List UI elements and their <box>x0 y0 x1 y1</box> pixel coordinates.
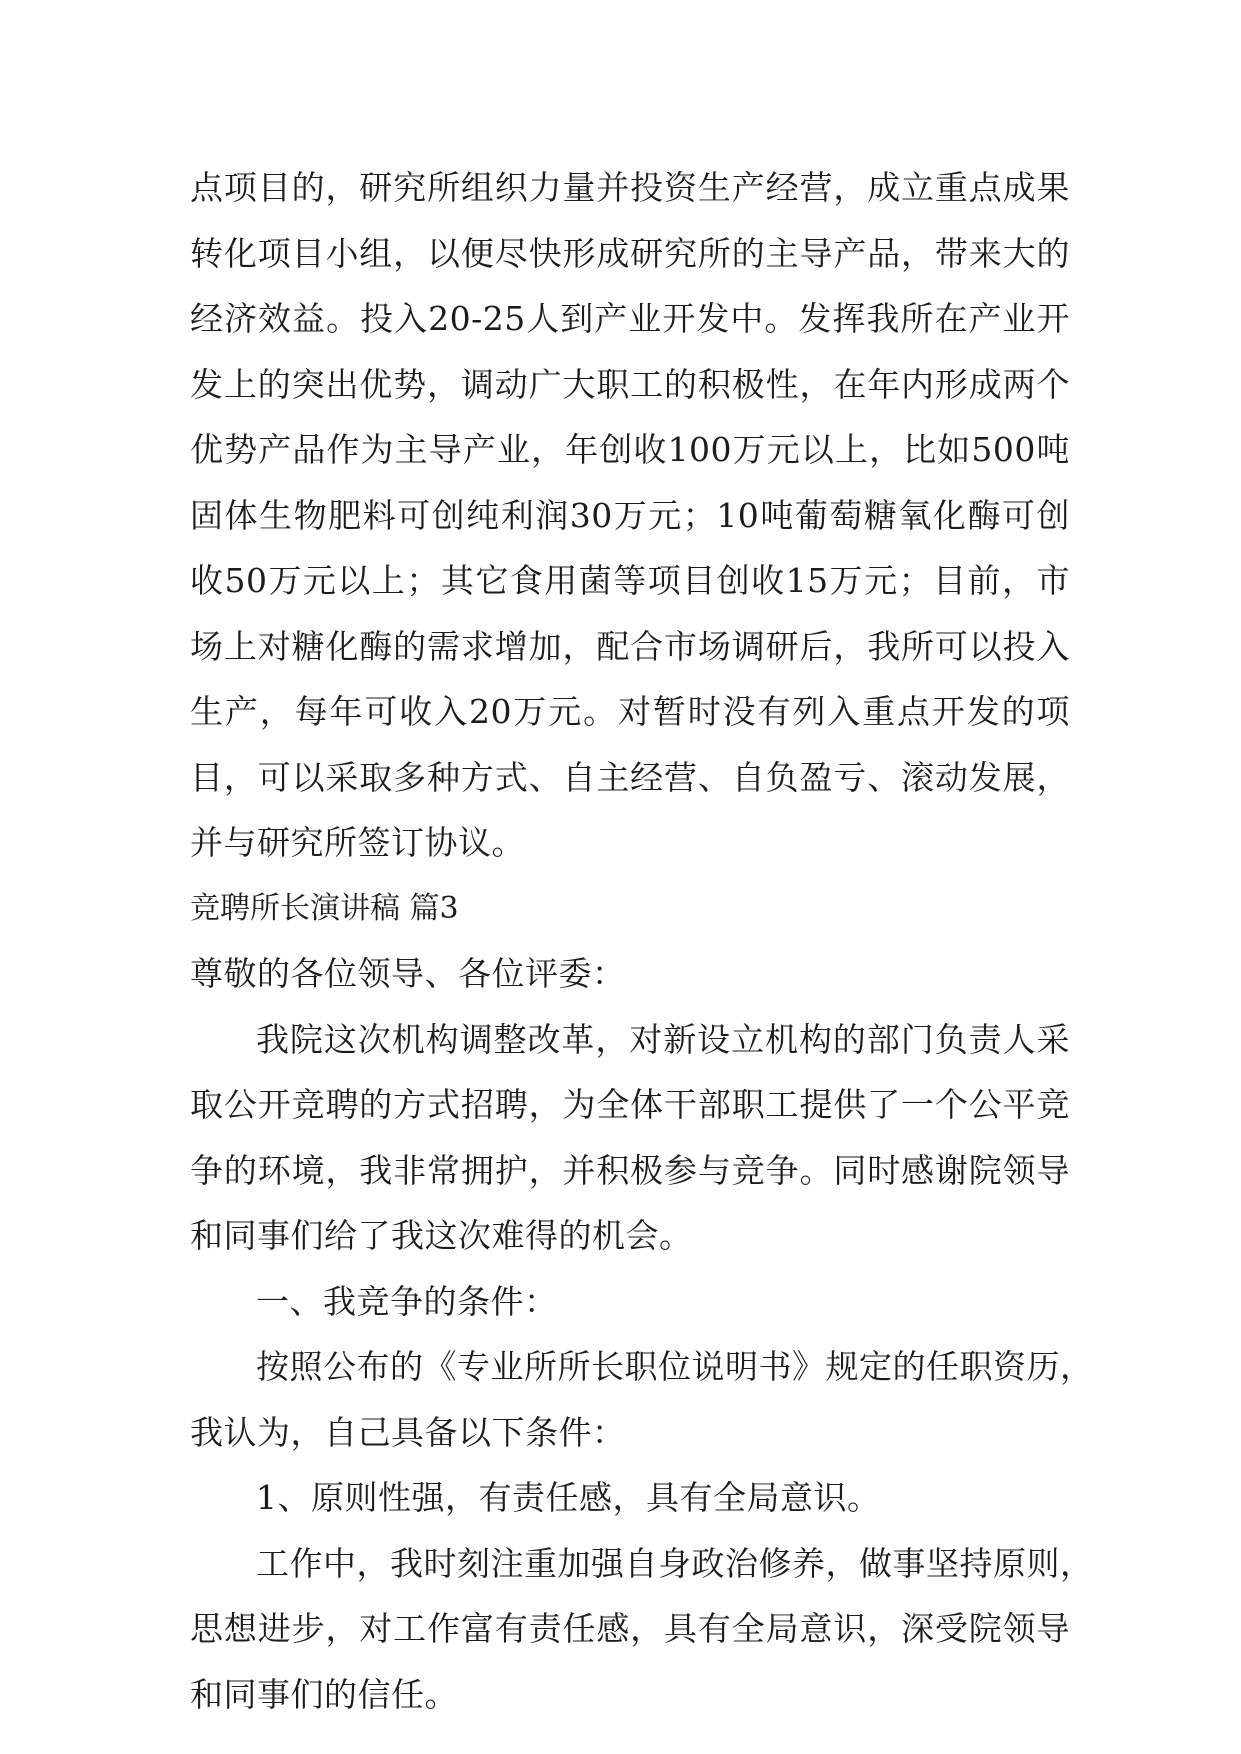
text-line: 场上对糖化酶的需求增加，配合市场调研后，我所可以投入 <box>190 626 1070 666</box>
text-line: 取公开竞聘的方式招聘，为全体干部职工提供了一个公平竞 <box>190 1085 1070 1124</box>
text-line: 发上的突出优势，调动广大职工的积极性，在年内形成两个 <box>190 364 1070 404</box>
text-line: 优势产品作为主导产业，年创收100万元以上，比如500吨 <box>190 430 1070 469</box>
text-line: 思想进步，对工作富有责任感，具有全局意识，深受院领导 <box>190 1609 1070 1648</box>
text-line: 尊敬的各位领导、各位评委： <box>190 954 626 993</box>
text-line: 经济效益。投入20-25人到产业开发中。发挥我所在产业开 <box>190 299 1070 338</box>
text-line: 按照公布的《专业所所长职位说明书》规定的任职资历， <box>256 1347 1094 1386</box>
paragraph <box>190 941 1070 1007</box>
text-line: 我院这次机构调整改革，对新设立机构的部门负责人采 <box>256 1019 1070 1059</box>
text-line: 固体生物肥料可创纯利润30万元；10吨葡萄糖氧化酶可创 <box>190 495 1070 535</box>
text-line: 目，可以采取多种方式、自主经营、自负盈亏、滚动发展， <box>190 757 1070 797</box>
paragraph <box>190 155 1070 876</box>
text-line: 争的环境，我非常拥护，并积极参与竞争。同时感谢院领导 <box>190 1150 1070 1190</box>
text-line: 和同事们给了我这次难得的机会。 <box>190 1216 693 1255</box>
paragraph <box>190 1334 1094 1465</box>
paragraph <box>190 1269 1070 1335</box>
text-line: 1、原则性强，有责任感，具有全局意识。 <box>256 1478 881 1517</box>
text-line: 竞聘所长演讲稿 篇3 <box>190 890 459 926</box>
text-line: 和同事们的信任。 <box>190 1674 458 1714</box>
section-heading <box>190 876 1070 942</box>
paragraph <box>190 1007 1070 1269</box>
text-line: 生产，每年可收入20万元。对暂时没有列入重点开发的项 <box>190 692 1070 731</box>
text-line: 转化项目小组，以便尽快形成研究所的主导产品，带来大的 <box>190 233 1070 273</box>
text-line: 工作中，我时刻注重加强自身政治修养，做事坚持原则， <box>256 1543 1094 1583</box>
text-line: 收50万元以上；其它食用菌等项目创收15万元；目前，市 <box>190 561 1070 600</box>
text-line: 并与研究所签订协议。 <box>190 823 525 862</box>
text-line: 点项目的，研究所组织力量并投资生产经营，成立重点成果 <box>190 168 1070 207</box>
paragraph <box>190 1465 1070 1531</box>
paragraph <box>190 1531 1094 1728</box>
document-page <box>190 155 1094 1727</box>
text-line: 我认为，自己具备以下条件： <box>190 1412 626 1452</box>
text-line: 一、我竞争的条件： <box>256 1281 558 1321</box>
